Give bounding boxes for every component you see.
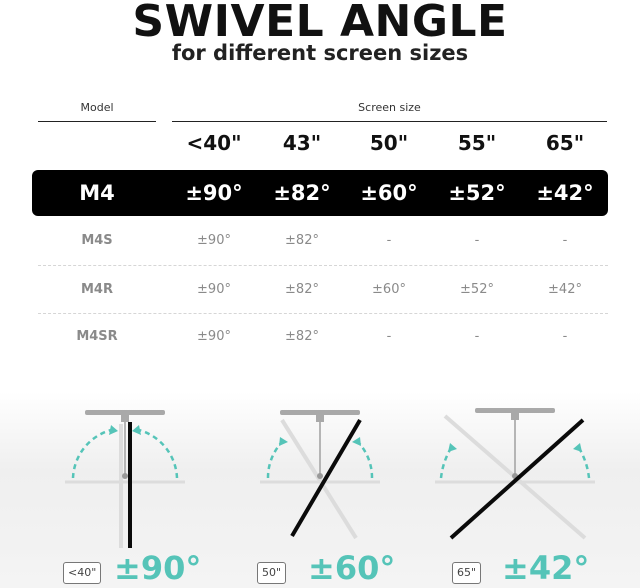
angle-cell: ±42° — [548, 282, 582, 297]
model-cell: M4 — [79, 181, 115, 205]
pivot-point — [122, 473, 128, 479]
ceiling-plate — [85, 410, 165, 415]
angle-cell: - — [386, 233, 392, 248]
size-header-cell: 55" — [457, 131, 497, 155]
angle-cell: - — [474, 233, 480, 248]
angle-cell: ±82° — [285, 282, 319, 297]
mount-joint — [316, 415, 324, 422]
ceiling-plate — [475, 408, 555, 413]
rotation-arc-left — [441, 448, 451, 478]
table-row — [38, 218, 608, 264]
ceiling-plate — [280, 410, 360, 415]
size-header-cell: 50" — [369, 131, 409, 155]
angle-cell: ±90° — [197, 282, 231, 297]
size-header-cell: 65" — [545, 131, 585, 155]
angle-label: ±90° — [114, 549, 202, 587]
angle-cell: ±82° — [273, 181, 331, 205]
pivot-point — [317, 473, 323, 479]
swivel-diagram-42 — [415, 398, 615, 548]
angle-cell: ±90° — [197, 329, 231, 344]
rotation-arc-right — [579, 448, 589, 478]
mount-joint — [121, 415, 129, 422]
angle-cell: ±42° — [536, 181, 594, 205]
size-header-cell: 43" — [282, 131, 322, 155]
angle-label: ±42° — [502, 549, 590, 587]
size-badge: 65" — [452, 562, 481, 584]
angle-cell: ±52° — [460, 282, 494, 297]
screen-line — [292, 420, 360, 536]
size-header-rule — [172, 121, 607, 122]
angle-cell: ±90° — [185, 181, 243, 205]
angle-cell: ±82° — [285, 233, 319, 248]
swivel-diagram-60 — [220, 398, 420, 548]
rotation-arc-left — [268, 442, 282, 478]
arrow-right-icon — [573, 443, 582, 452]
angle-cell: - — [562, 233, 568, 248]
size-badge: 50" — [257, 562, 286, 584]
angle-cell: ±90° — [197, 233, 231, 248]
model-cell: M4SR — [76, 329, 118, 344]
table-row — [38, 267, 608, 313]
size-badge: <40" — [63, 562, 101, 584]
arrow-left-icon — [279, 437, 288, 446]
arrow-left-icon — [448, 443, 457, 452]
model-cell: M4R — [81, 282, 113, 297]
size-header-cell: <40" — [186, 131, 242, 155]
angle-cell: ±60° — [360, 181, 418, 205]
page-subtitle: for different screen sizes — [171, 41, 469, 65]
angle-cell: - — [562, 329, 568, 344]
screen-size-column-header: Screen size — [358, 101, 421, 114]
swivel-diagram-90 — [25, 398, 225, 548]
rotation-arc-right — [358, 442, 372, 478]
mount-joint — [511, 413, 519, 420]
row-divider — [38, 265, 608, 266]
angle-cell: - — [386, 329, 392, 344]
arrow-left-icon — [109, 425, 118, 435]
rotation-arc-right — [139, 430, 177, 478]
angle-cell: ±60° — [372, 282, 406, 297]
model-cell: M4S — [81, 233, 113, 248]
angle-cell: ±52° — [448, 181, 506, 205]
table-row-highlighted — [32, 170, 608, 216]
model-column-header: Model — [80, 101, 114, 114]
model-header-rule — [38, 121, 156, 122]
table-row — [38, 314, 608, 360]
rotation-arc-left — [73, 430, 111, 478]
arrow-right-icon — [132, 425, 141, 435]
page-title: SWIVEL ANGLE — [132, 0, 508, 47]
angle-cell: ±82° — [285, 329, 319, 344]
arrow-right-icon — [352, 437, 361, 446]
angle-cell: - — [474, 329, 480, 344]
angle-label: ±60° — [308, 549, 396, 587]
